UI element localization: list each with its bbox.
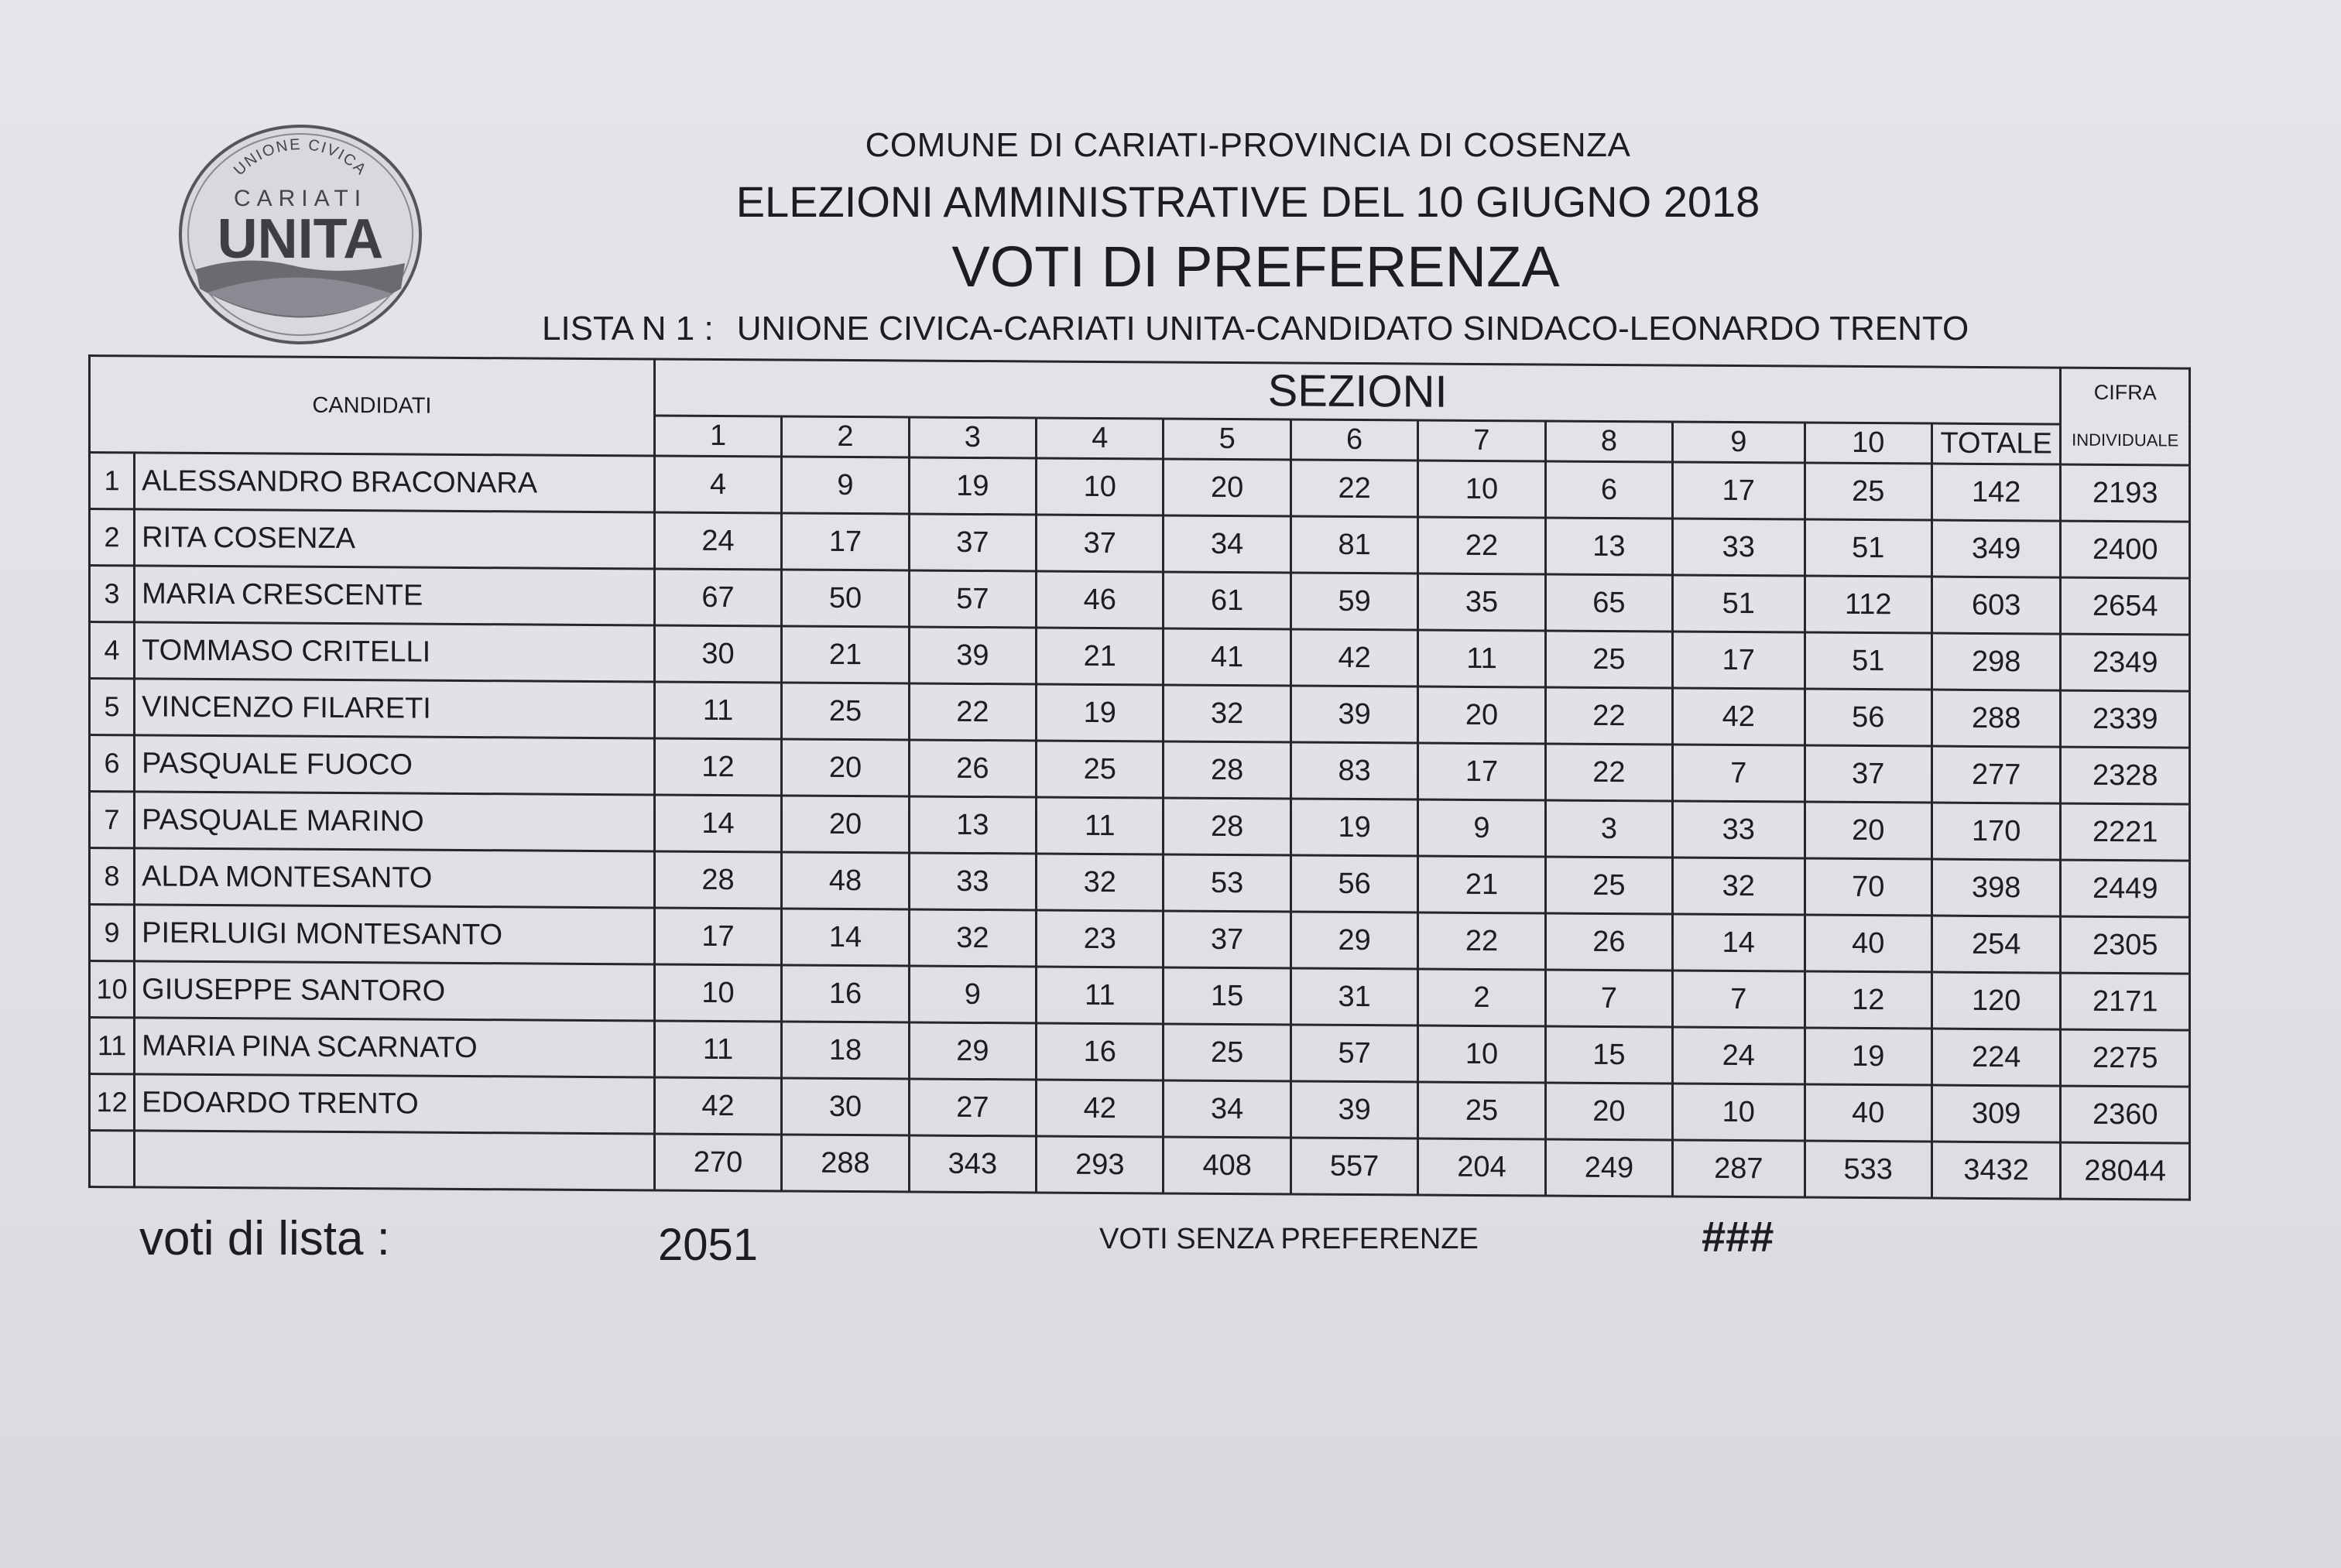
row-number: 8 [90, 848, 135, 905]
section-votes: 56 [1805, 689, 1931, 746]
cifra-individuale: 2171 [2061, 973, 2190, 1030]
column-header: 2 [782, 416, 909, 457]
cifra-sub-label: INDIVIDUALE [2072, 430, 2179, 450]
section-votes: 22 [1545, 687, 1672, 745]
section-votes: 26 [1545, 913, 1672, 971]
section-votes: 12 [654, 738, 781, 796]
section-votes: 15 [1545, 1026, 1672, 1084]
column-total: 287 [1673, 1140, 1805, 1197]
row-total: 349 [1931, 520, 2061, 577]
section-votes: 28 [1164, 798, 1290, 855]
section-votes: 16 [1037, 1023, 1164, 1080]
candidate-name: GIUSEPPE SANTORO [135, 961, 655, 1021]
section-votes: 21 [1418, 856, 1545, 913]
cifra-individuale: 2349 [2061, 634, 2190, 691]
section-votes: 2 [1418, 969, 1545, 1026]
section-votes: 22 [1545, 744, 1672, 801]
section-votes: 41 [1164, 628, 1290, 686]
section-votes: 19 [1805, 1028, 1931, 1085]
candidate-name: EDOARDO TRENTO [135, 1074, 655, 1134]
logo-mid-text: CARIATI [233, 186, 368, 211]
section-votes: 10 [1418, 460, 1545, 518]
row-total: 142 [1931, 464, 2061, 521]
section-votes: 18 [782, 1022, 909, 1079]
candidati-header: CANDIDATI [90, 356, 655, 456]
voti-senza-preferenze-value: ### [1702, 1212, 1774, 1261]
section-votes: 20 [1805, 802, 1931, 859]
section-votes: 40 [1805, 1084, 1931, 1142]
row-number: 3 [90, 566, 135, 622]
section-votes: 42 [1290, 629, 1417, 686]
candidate-name: ALDA MONTESANTO [135, 848, 655, 908]
column-total: 3432 [1931, 1142, 2061, 1199]
voti-di-lista-value: 2051 [658, 1220, 759, 1270]
section-votes: 26 [909, 740, 1036, 797]
section-votes: 32 [1037, 854, 1164, 911]
column-total: 533 [1805, 1141, 1931, 1198]
candidate-name: PIERLUIGI MONTESANTO [135, 905, 655, 964]
header-title: VOTI DI PREFERENZA [951, 235, 1560, 299]
section-votes: 24 [1673, 1027, 1805, 1084]
section-votes: 20 [1164, 459, 1290, 516]
row-total: 603 [1931, 577, 2061, 634]
section-votes: 57 [909, 570, 1036, 628]
column-header: 5 [1164, 419, 1290, 460]
cifra-individuale: 2654 [2061, 577, 2190, 635]
section-votes: 19 [909, 457, 1036, 515]
row-number: 4 [90, 622, 135, 679]
section-votes: 81 [1290, 516, 1417, 573]
section-votes: 12 [1805, 971, 1931, 1029]
column-total: 408 [1164, 1137, 1290, 1194]
column-header: 4 [1037, 418, 1164, 459]
logo-top-text: UNIONE CIVICA [230, 135, 371, 180]
row-total: 288 [1931, 690, 2061, 747]
voti-di-lista-label: voti di lista : [139, 1212, 390, 1265]
column-header: 1 [654, 416, 781, 457]
section-votes: 25 [1545, 857, 1672, 914]
section-votes: 33 [1673, 801, 1805, 858]
row-number: 5 [90, 679, 135, 735]
section-votes: 20 [782, 796, 909, 853]
section-votes: 17 [1673, 632, 1805, 689]
candidate-name: ALESSANDRO BRACONARA [135, 453, 655, 512]
section-votes: 46 [1037, 571, 1164, 628]
section-votes: 19 [1290, 799, 1417, 856]
section-votes: 25 [782, 683, 909, 740]
section-votes: 37 [1037, 515, 1164, 572]
row-total: 254 [1931, 916, 2061, 973]
row-total: 224 [1931, 1029, 2061, 1086]
section-votes: 34 [1164, 515, 1290, 573]
candidate-name: PASQUALE FUOCO [135, 735, 655, 795]
voti-senza-preferenze-label: VOTI SENZA PREFERENZE [1099, 1223, 1479, 1255]
section-votes: 51 [1805, 632, 1931, 690]
section-votes: 25 [1418, 1082, 1545, 1139]
section-votes: 32 [1164, 685, 1290, 742]
section-votes: 9 [1418, 799, 1545, 857]
section-votes: 34 [1164, 1080, 1290, 1138]
cifra-header [2061, 368, 2190, 465]
cifra-individuale: 2400 [2061, 521, 2190, 578]
section-votes: 57 [1290, 1025, 1417, 1082]
section-votes: 23 [1037, 910, 1164, 967]
column-total: 293 [1037, 1136, 1164, 1193]
section-votes: 9 [782, 457, 909, 514]
section-votes: 10 [1673, 1084, 1805, 1141]
cifra-individuale: 2275 [2061, 1029, 2190, 1087]
sezioni-header: SEZIONI [654, 359, 2061, 424]
column-header: 6 [1290, 419, 1417, 460]
section-votes: 61 [1164, 572, 1290, 629]
section-votes: 31 [1290, 968, 1417, 1025]
section-votes: 30 [782, 1078, 909, 1135]
section-votes: 22 [1418, 912, 1545, 970]
row-total: 298 [1931, 633, 2061, 690]
candidate-name: PASQUALE MARINO [135, 792, 655, 851]
list-name: UNIONE CIVICA-CARIATI UNITA-CANDIDATO SINDACO-LEONARDO TRENTO [736, 310, 1969, 347]
section-votes: 22 [909, 683, 1036, 741]
section-votes: 14 [782, 909, 909, 966]
section-votes: 11 [654, 682, 781, 739]
row-number: 9 [90, 905, 135, 961]
section-votes: 19 [1037, 684, 1164, 741]
section-votes: 17 [1673, 462, 1805, 519]
section-votes: 3 [1545, 800, 1672, 858]
section-votes: 11 [1037, 967, 1164, 1024]
section-votes: 13 [1545, 518, 1672, 575]
section-votes: 17 [654, 908, 781, 965]
row-total: 120 [1931, 972, 2061, 1029]
row-number: 2 [90, 509, 135, 566]
section-votes: 33 [909, 853, 1036, 910]
section-votes: 42 [654, 1077, 781, 1135]
section-votes: 17 [1418, 743, 1545, 800]
column-header: 3 [909, 417, 1036, 458]
section-votes: 20 [1545, 1083, 1672, 1140]
header-elezioni: ELEZIONI AMMINISTRATIVE DEL 10 GIUGNO 2018 [735, 177, 1760, 226]
section-votes: 29 [909, 1022, 1036, 1080]
row-number: 10 [90, 961, 135, 1018]
section-votes: 27 [909, 1079, 1036, 1136]
header-comune: COMUNE DI CARIATI-PROVINCIA DI COSENZA [865, 126, 1631, 164]
section-votes: 48 [782, 852, 909, 909]
section-votes: 70 [1805, 858, 1931, 916]
header-list [542, 310, 1969, 348]
section-votes: 21 [1037, 628, 1164, 685]
row-total: 398 [1931, 859, 2061, 916]
column-header: 8 [1545, 421, 1672, 462]
column-header: TOTALE [1931, 423, 2061, 464]
candidate-name: MARIA PINA SCARNATO [135, 1018, 655, 1077]
section-votes: 56 [1290, 855, 1417, 912]
section-votes: 30 [654, 625, 781, 683]
section-votes: 50 [782, 570, 909, 627]
column-header: 10 [1805, 423, 1931, 464]
section-votes: 25 [1037, 741, 1164, 798]
row-total: 277 [1931, 746, 2061, 803]
section-votes: 40 [1805, 915, 1931, 972]
section-votes: 33 [1673, 519, 1805, 576]
cifra-individuale: 2221 [2061, 803, 2190, 861]
section-votes: 7 [1545, 970, 1672, 1027]
section-votes: 14 [654, 795, 781, 852]
section-votes: 20 [782, 739, 909, 796]
section-votes: 25 [1545, 631, 1672, 688]
section-votes: 32 [909, 909, 1036, 967]
cifra-label: CIFRA [2093, 380, 2157, 405]
section-votes: 17 [782, 513, 909, 570]
section-votes: 37 [909, 514, 1036, 571]
section-votes: 83 [1290, 742, 1417, 799]
section-votes: 6 [1545, 461, 1672, 519]
column-total: 288 [782, 1135, 909, 1192]
section-votes: 10 [1418, 1025, 1545, 1083]
section-votes: 51 [1805, 519, 1931, 577]
column-total: 204 [1418, 1138, 1545, 1196]
list-number-label: LISTA N 1 : [542, 310, 714, 347]
column-total: 270 [654, 1134, 781, 1191]
section-votes: 39 [1290, 686, 1417, 743]
candidate-name: TOMMASO CRITELLI [135, 622, 655, 682]
section-votes: 51 [1673, 575, 1805, 632]
row-number: 12 [90, 1074, 135, 1131]
row-number: 1 [90, 453, 135, 509]
section-votes: 11 [1037, 797, 1164, 854]
column-header: 7 [1418, 420, 1545, 461]
section-votes: 42 [1673, 688, 1805, 745]
column-total: 249 [1545, 1139, 1672, 1197]
section-votes: 11 [654, 1021, 781, 1078]
column-total: 343 [909, 1135, 1036, 1193]
cifra-individuale: 2193 [2061, 464, 2190, 522]
section-votes: 35 [1418, 573, 1545, 631]
row-number: 7 [90, 792, 135, 848]
totals-row [90, 1131, 2190, 1200]
column-total: 557 [1290, 1138, 1417, 1195]
preference-votes-table [88, 354, 2191, 1201]
section-votes: 13 [909, 796, 1036, 854]
section-votes: 22 [1290, 460, 1417, 517]
section-votes: 39 [909, 627, 1036, 684]
section-votes: 59 [1290, 573, 1417, 630]
row-number: 6 [90, 735, 135, 792]
section-votes: 7 [1673, 971, 1805, 1028]
section-votes: 112 [1805, 576, 1931, 633]
section-votes: 42 [1037, 1080, 1164, 1137]
section-votes: 21 [782, 626, 909, 683]
section-votes: 4 [654, 456, 781, 513]
candidate-name: VINCENZO FILARETI [135, 679, 655, 738]
section-votes: 25 [1805, 463, 1931, 520]
section-votes: 7 [1673, 745, 1805, 802]
cifra-individuale: 2360 [2061, 1086, 2190, 1143]
row-total: 170 [1931, 803, 2061, 860]
cifra-individuale: 2449 [2061, 860, 2190, 917]
section-votes: 9 [909, 966, 1036, 1023]
section-votes: 11 [1418, 630, 1545, 687]
section-votes: 28 [1164, 741, 1290, 799]
row-total: 309 [1931, 1085, 2061, 1142]
section-votes: 24 [654, 512, 781, 570]
row-number: 11 [90, 1018, 135, 1074]
section-votes: 29 [1290, 912, 1417, 969]
section-votes: 10 [1037, 458, 1164, 515]
totals-blank-index [90, 1131, 135, 1187]
section-votes: 67 [654, 569, 781, 626]
cifra-individuale: 2328 [2061, 747, 2190, 804]
section-votes: 14 [1673, 914, 1805, 971]
cifra-individuale: 2305 [2061, 916, 2190, 974]
section-votes: 39 [1290, 1081, 1417, 1138]
section-votes: 28 [654, 851, 781, 909]
totals-blank-name [135, 1131, 655, 1190]
section-votes: 53 [1164, 854, 1290, 912]
cifra-individuale: 2339 [2061, 690, 2190, 748]
section-votes: 25 [1164, 1024, 1290, 1081]
logo-main-text: UNITA [217, 208, 384, 270]
candidate-name: RITA COSENZA [135, 509, 655, 569]
cifra-total: 28044 [2061, 1142, 2190, 1200]
section-votes: 32 [1673, 858, 1805, 915]
column-header: 9 [1673, 422, 1805, 463]
section-votes: 65 [1545, 574, 1672, 632]
section-votes: 16 [782, 965, 909, 1022]
section-votes: 22 [1418, 517, 1545, 574]
candidate-name: MARIA CRESCENTE [135, 566, 655, 625]
section-votes: 37 [1164, 911, 1290, 968]
section-votes: 15 [1164, 967, 1290, 1025]
section-votes: 10 [654, 964, 781, 1022]
section-votes: 37 [1805, 745, 1931, 803]
section-votes: 20 [1418, 686, 1545, 744]
